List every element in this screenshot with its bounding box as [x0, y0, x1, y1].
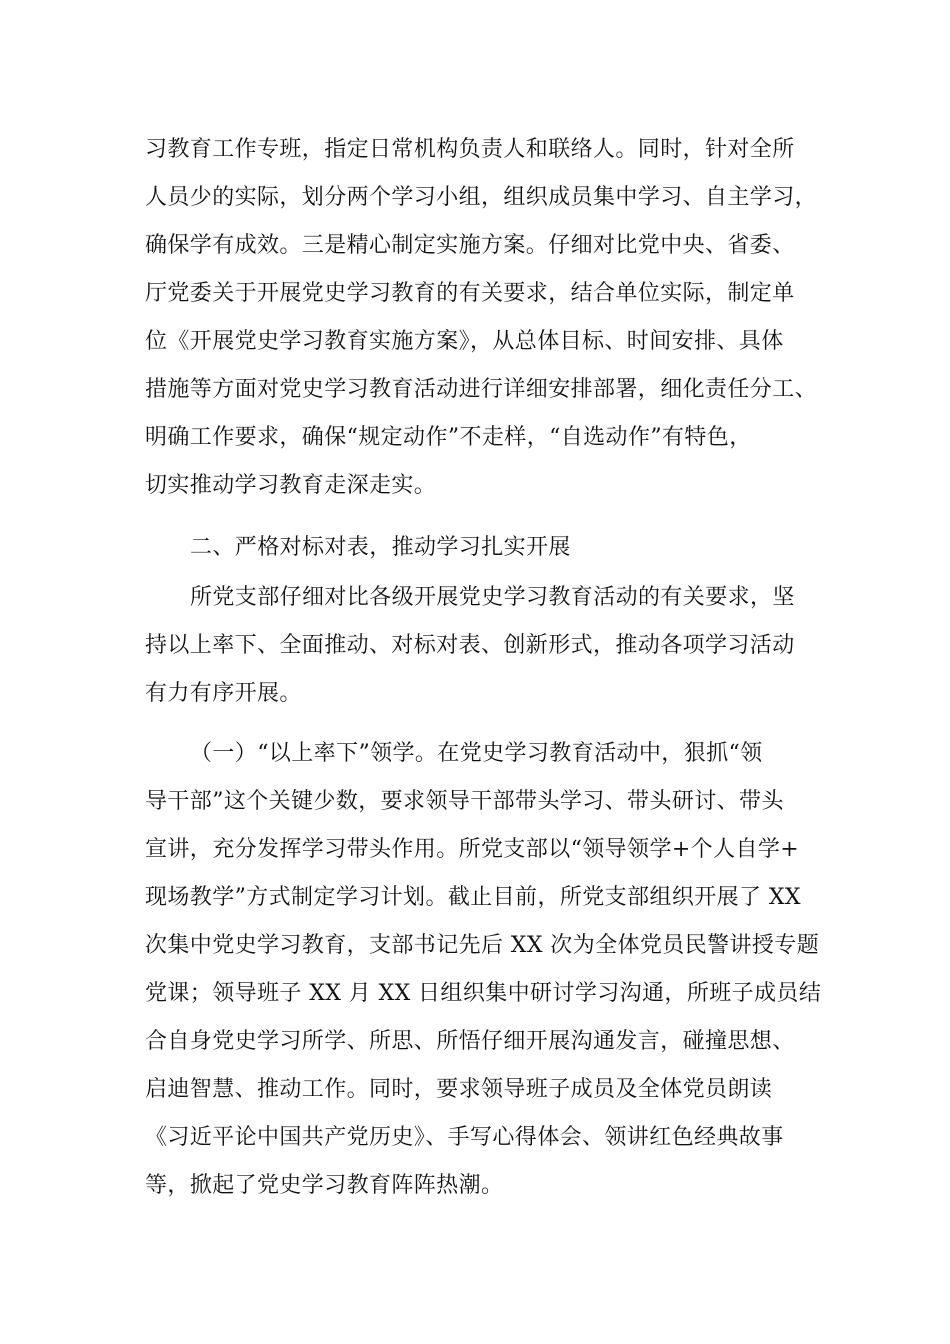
paragraph-line: 措施等方面对党史学习教育活动进行详细安排部署，细化责任分工、 [145, 377, 818, 402]
paragraph-line: 党课；领导班子 XX 月 XX 日组织集中研讨学习沟通，所班子成员结 [145, 981, 822, 1006]
section-heading: 二、严格对标对表，推动学习扎实开展 [190, 535, 571, 560]
paragraph-line: 导干部”这个关键少数，要求领导干部带头学习、带头研讨、带头 [145, 789, 784, 814]
paragraph-line: 持以上率下、全面推动、对标对表、创新形式，推动各项学习活动 [145, 633, 795, 658]
paragraph-line: 启迪智慧、推动工作。同时，要求领导班子成员及全体党员朗读 [145, 1077, 773, 1102]
subsection-line: （一）“以上率下”领学。在党史学习教育活动中，狠抓“领 [190, 741, 763, 766]
paragraph-line: 《习近平论中国共产党历史》、手写心得体会、领讲红色经典故事 [145, 1125, 784, 1150]
paragraph-line: 次集中党史学习教育，支部书记先后 XX 次为全体党员民警讲授专题 [145, 933, 820, 958]
paragraph-line: 位《开展党史学习教育实施方案》，从总体目标、时间安排、具体 [145, 329, 784, 354]
paragraph-line: 人员少的实际，划分两个学习小组，组织成员集中学习、自主学习， [145, 185, 818, 210]
paragraph-line: 有力有序开展。 [145, 681, 302, 706]
paragraph-line: 确保学有成效。三是精心制定实施方案。仔细对比党中央、省委、 [145, 233, 795, 258]
paragraph-line: 现场教学”方式制定学习计划。截止目前，所党支部组织开展了 XX [145, 885, 801, 910]
paragraph-line: 合自身党史学习所学、所思、所悟仔细开展沟通发言，碰撞思想、 [145, 1029, 795, 1054]
paragraph-line: 厅党委关于开展党史学习教育的有关要求，结合单位实际，制定单 [145, 281, 795, 306]
paragraph-line: 宣讲，充分发挥学习带头作用。所党支部以“领导领学+个人自学+ [145, 837, 800, 862]
paragraph-line: 习教育工作专班，指定日常机构负责人和联络人。同时，针对全所 [145, 137, 795, 162]
paragraph-line: 等，掀起了党史学习教育阵阵热潮。 [145, 1173, 504, 1198]
paragraph-line: 明确工作要求，确保“规定动作”不走样，“自选动作”有特色， [145, 425, 752, 450]
paragraph-line: 切实推动学习教育走深走实。 [145, 473, 437, 498]
paragraph-line: 所党支部仔细对比各级开展党史学习教育活动的有关要求，坚 [190, 585, 795, 610]
